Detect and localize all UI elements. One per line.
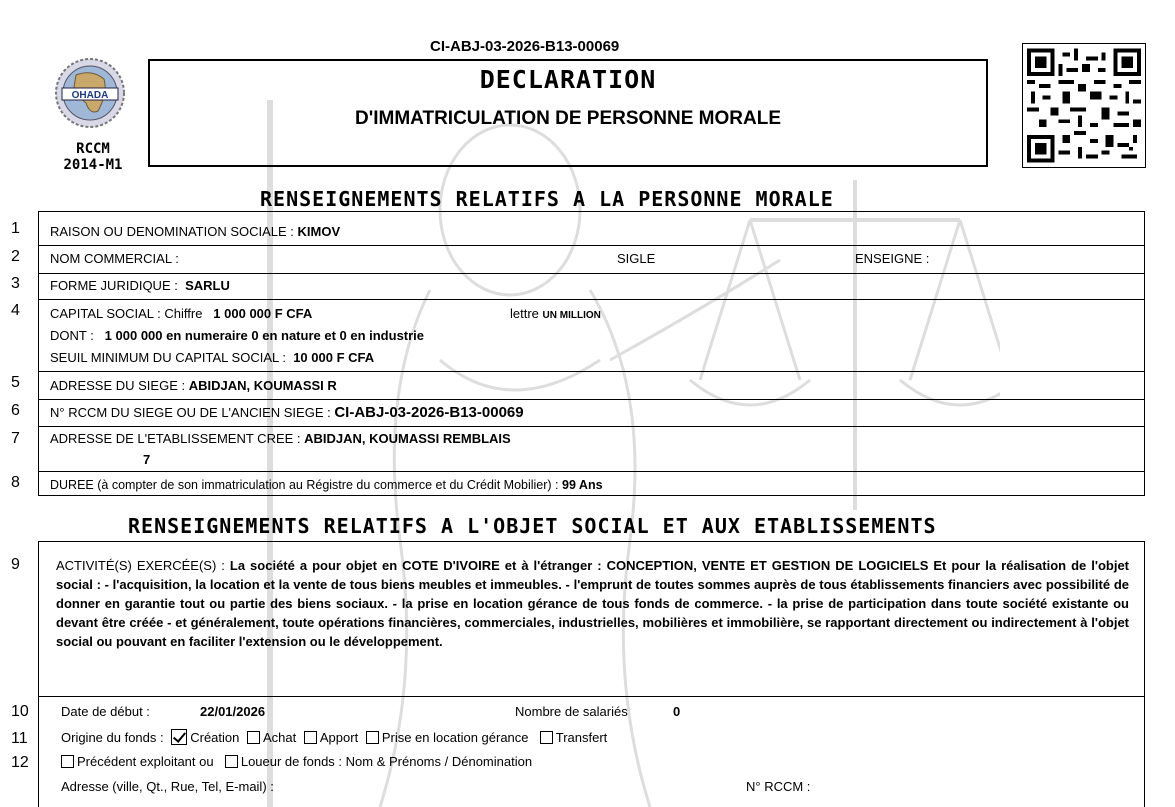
- dont-value: 1 000 000 en numeraire 0 en nature et 0 en industrie: [104, 328, 425, 343]
- form-code-line2: 2014-M1: [63, 157, 123, 173]
- divider: [38, 371, 1145, 372]
- denomination-row: [50, 224, 340, 239]
- seuil-value: 10 000 F CFA: [293, 350, 375, 365]
- date-debut-label: Date de début :: [61, 704, 150, 719]
- etablissement-row: [50, 431, 511, 446]
- origine-fonds-label: Origine du fonds :: [61, 730, 168, 745]
- nom-commercial-label: NOM COMMERCIAL :: [50, 251, 179, 266]
- activite-row: [56, 556, 1129, 651]
- transfert-label: Transfert: [555, 730, 608, 745]
- row-number: 11: [11, 730, 28, 747]
- apport-label: Apport: [319, 730, 359, 745]
- precedent-checkbox[interactable]: [61, 755, 74, 768]
- row-number: 8: [11, 474, 20, 491]
- document-title: DECLARATION: [479, 65, 657, 94]
- creation-checkbox[interactable]: [171, 729, 187, 745]
- loueur-label: Loueur de fonds : Nom & Prénoms / Dénomination: [240, 754, 533, 769]
- forme-juridique-value: SARLU: [185, 278, 230, 293]
- forme-juridique-label: FORME JURIDIQUE :: [50, 278, 182, 293]
- rccm-siege-label: N° RCCM DU SIEGE OU DE L'ANCIEN SIEGE :: [50, 405, 335, 420]
- etablissement-value: ABIDJAN, KOUMASSI REMBLAIS: [304, 431, 511, 446]
- row-number: 1: [11, 220, 20, 237]
- capital-letter-value: UN MILLION: [542, 310, 601, 321]
- logo-text: OHADA: [71, 90, 109, 101]
- seuil-label: SEUIL MINIMUM DU CAPITAL SOCIAL :: [50, 350, 290, 365]
- precedent-row: [57, 754, 532, 769]
- duree-value: 99 Ans: [562, 478, 603, 492]
- form-code: [50, 141, 136, 173]
- seuil-row: [50, 350, 374, 365]
- location-gerance-checkbox[interactable]: [366, 731, 379, 744]
- divider: [38, 299, 1145, 300]
- row-number: 5: [11, 374, 20, 391]
- address-label: Adresse (ville, Qt., Rue, Tel, E-mail) :: [61, 779, 274, 794]
- dont-row: [50, 328, 424, 343]
- siege-label: ADRESSE DU SIEGE :: [50, 378, 189, 393]
- etablissement-value-line2: 7: [143, 452, 151, 467]
- row-number: 10: [11, 703, 29, 720]
- activite-label: ACTIVITÉ(S) EXERCÉE(S) :: [56, 558, 230, 573]
- transfert-checkbox[interactable]: [540, 731, 553, 744]
- precedent-label: Précédent exploitant ou: [77, 754, 214, 769]
- enseigne-label: ENSEIGNE :: [855, 251, 930, 266]
- loueur-checkbox[interactable]: [225, 755, 238, 768]
- creation-label: Création: [190, 730, 240, 745]
- form-code-line1: RCCM: [76, 141, 110, 157]
- forme-juridique-row: [50, 278, 230, 293]
- row-number: 4: [11, 302, 20, 319]
- section2-heading: RENSEIGNEMENTS RELATIFS A L'OBJET SOCIAL ET AUX ETABLISSEMENTS: [128, 514, 937, 538]
- origine-fonds-row: [61, 729, 607, 745]
- divider: [38, 245, 1145, 246]
- title-box: [148, 59, 988, 167]
- salaries-label: Nombre de salariés: [515, 704, 628, 719]
- reference-number: CI-ABJ-03-2026-B13-00069: [430, 38, 620, 55]
- rccm-siege-row: [50, 404, 524, 421]
- row-number: 12: [11, 754, 29, 771]
- sigle-label: SIGLE: [617, 251, 656, 266]
- denomination-label: RAISON OU DENOMINATION SOCIALE :: [50, 224, 298, 239]
- rccm-label: N° RCCM :: [746, 779, 811, 794]
- document-subtitle: D'IMMATRICULATION DE PERSONNE MORALE: [354, 108, 782, 129]
- capital-letter-label: lettre: [510, 306, 543, 321]
- achat-label: Achat: [263, 730, 297, 745]
- rccm-siege-value: CI-ABJ-03-2026-B13-00069: [334, 404, 524, 421]
- row-number: 2: [11, 248, 20, 265]
- date-debut-value: 22/01/2026: [200, 704, 266, 719]
- section1-heading: RENSEIGNEMENTS RELATIFS A LA PERSONNE MORALE: [260, 187, 834, 211]
- duree-row: [50, 478, 603, 492]
- qr-code: [1022, 43, 1146, 168]
- capital-label: CAPITAL SOCIAL : Chiffre: [50, 306, 207, 321]
- row-number: 7: [11, 430, 20, 447]
- salaries-value: 0: [673, 704, 681, 719]
- capital-letter-row: [510, 306, 601, 321]
- divider: [38, 399, 1145, 400]
- divider: [38, 696, 1145, 697]
- achat-checkbox[interactable]: [247, 731, 260, 744]
- location-gerance-label: Prise en location gérance: [381, 730, 529, 745]
- capital-figure-value: 1 000 000 F CFA: [213, 306, 313, 321]
- divider: [38, 273, 1145, 274]
- denomination-value: KIMOV: [297, 224, 341, 239]
- capital-row: [50, 306, 312, 321]
- row-number: 6: [11, 402, 20, 419]
- apport-checkbox[interactable]: [304, 731, 317, 744]
- divider: [38, 426, 1145, 427]
- activite-value: La société a pour objet en COTE D'IVOIRE et à l'étranger : CONCEPTION, VENTE ET GESTION DE LOGICIELS Et pour la réalisation de l'objet social : - l'acquisition, la location et la vente de tous biens meubles et immeubles. - l'emprunt de toutes sommes auprès de tous établissements financiers avec possibilité de donner en garantie tout ou partie des biens sociaux. - la prise en location gérance de tous fonds de commerce. - la prise de participation dans toute société existante ou devant être créée - et généralement, toute opérations financières, commerciales, industrielles, mobilières et immobilière, se rapportant directement ou indirectement à l'objet social ou pouvant en faciliter l'extension ou le développement.: [56, 558, 1129, 649]
- siege-value: ABIDJAN, KOUMASSI R: [188, 378, 337, 393]
- row-number: 3: [11, 275, 20, 292]
- duree-label: DUREE (à compter de son immatriculation au Régistre du commerce et du Crédit Mobilier) :: [50, 478, 562, 492]
- row-number: 9: [11, 556, 20, 573]
- siege-row: [50, 378, 337, 393]
- divider: [38, 471, 1145, 472]
- ohada-logo: [48, 55, 132, 131]
- etablissement-label: ADRESSE DE L'ETABLISSEMENT CREE :: [50, 431, 305, 446]
- dont-label: DONT :: [50, 328, 98, 343]
